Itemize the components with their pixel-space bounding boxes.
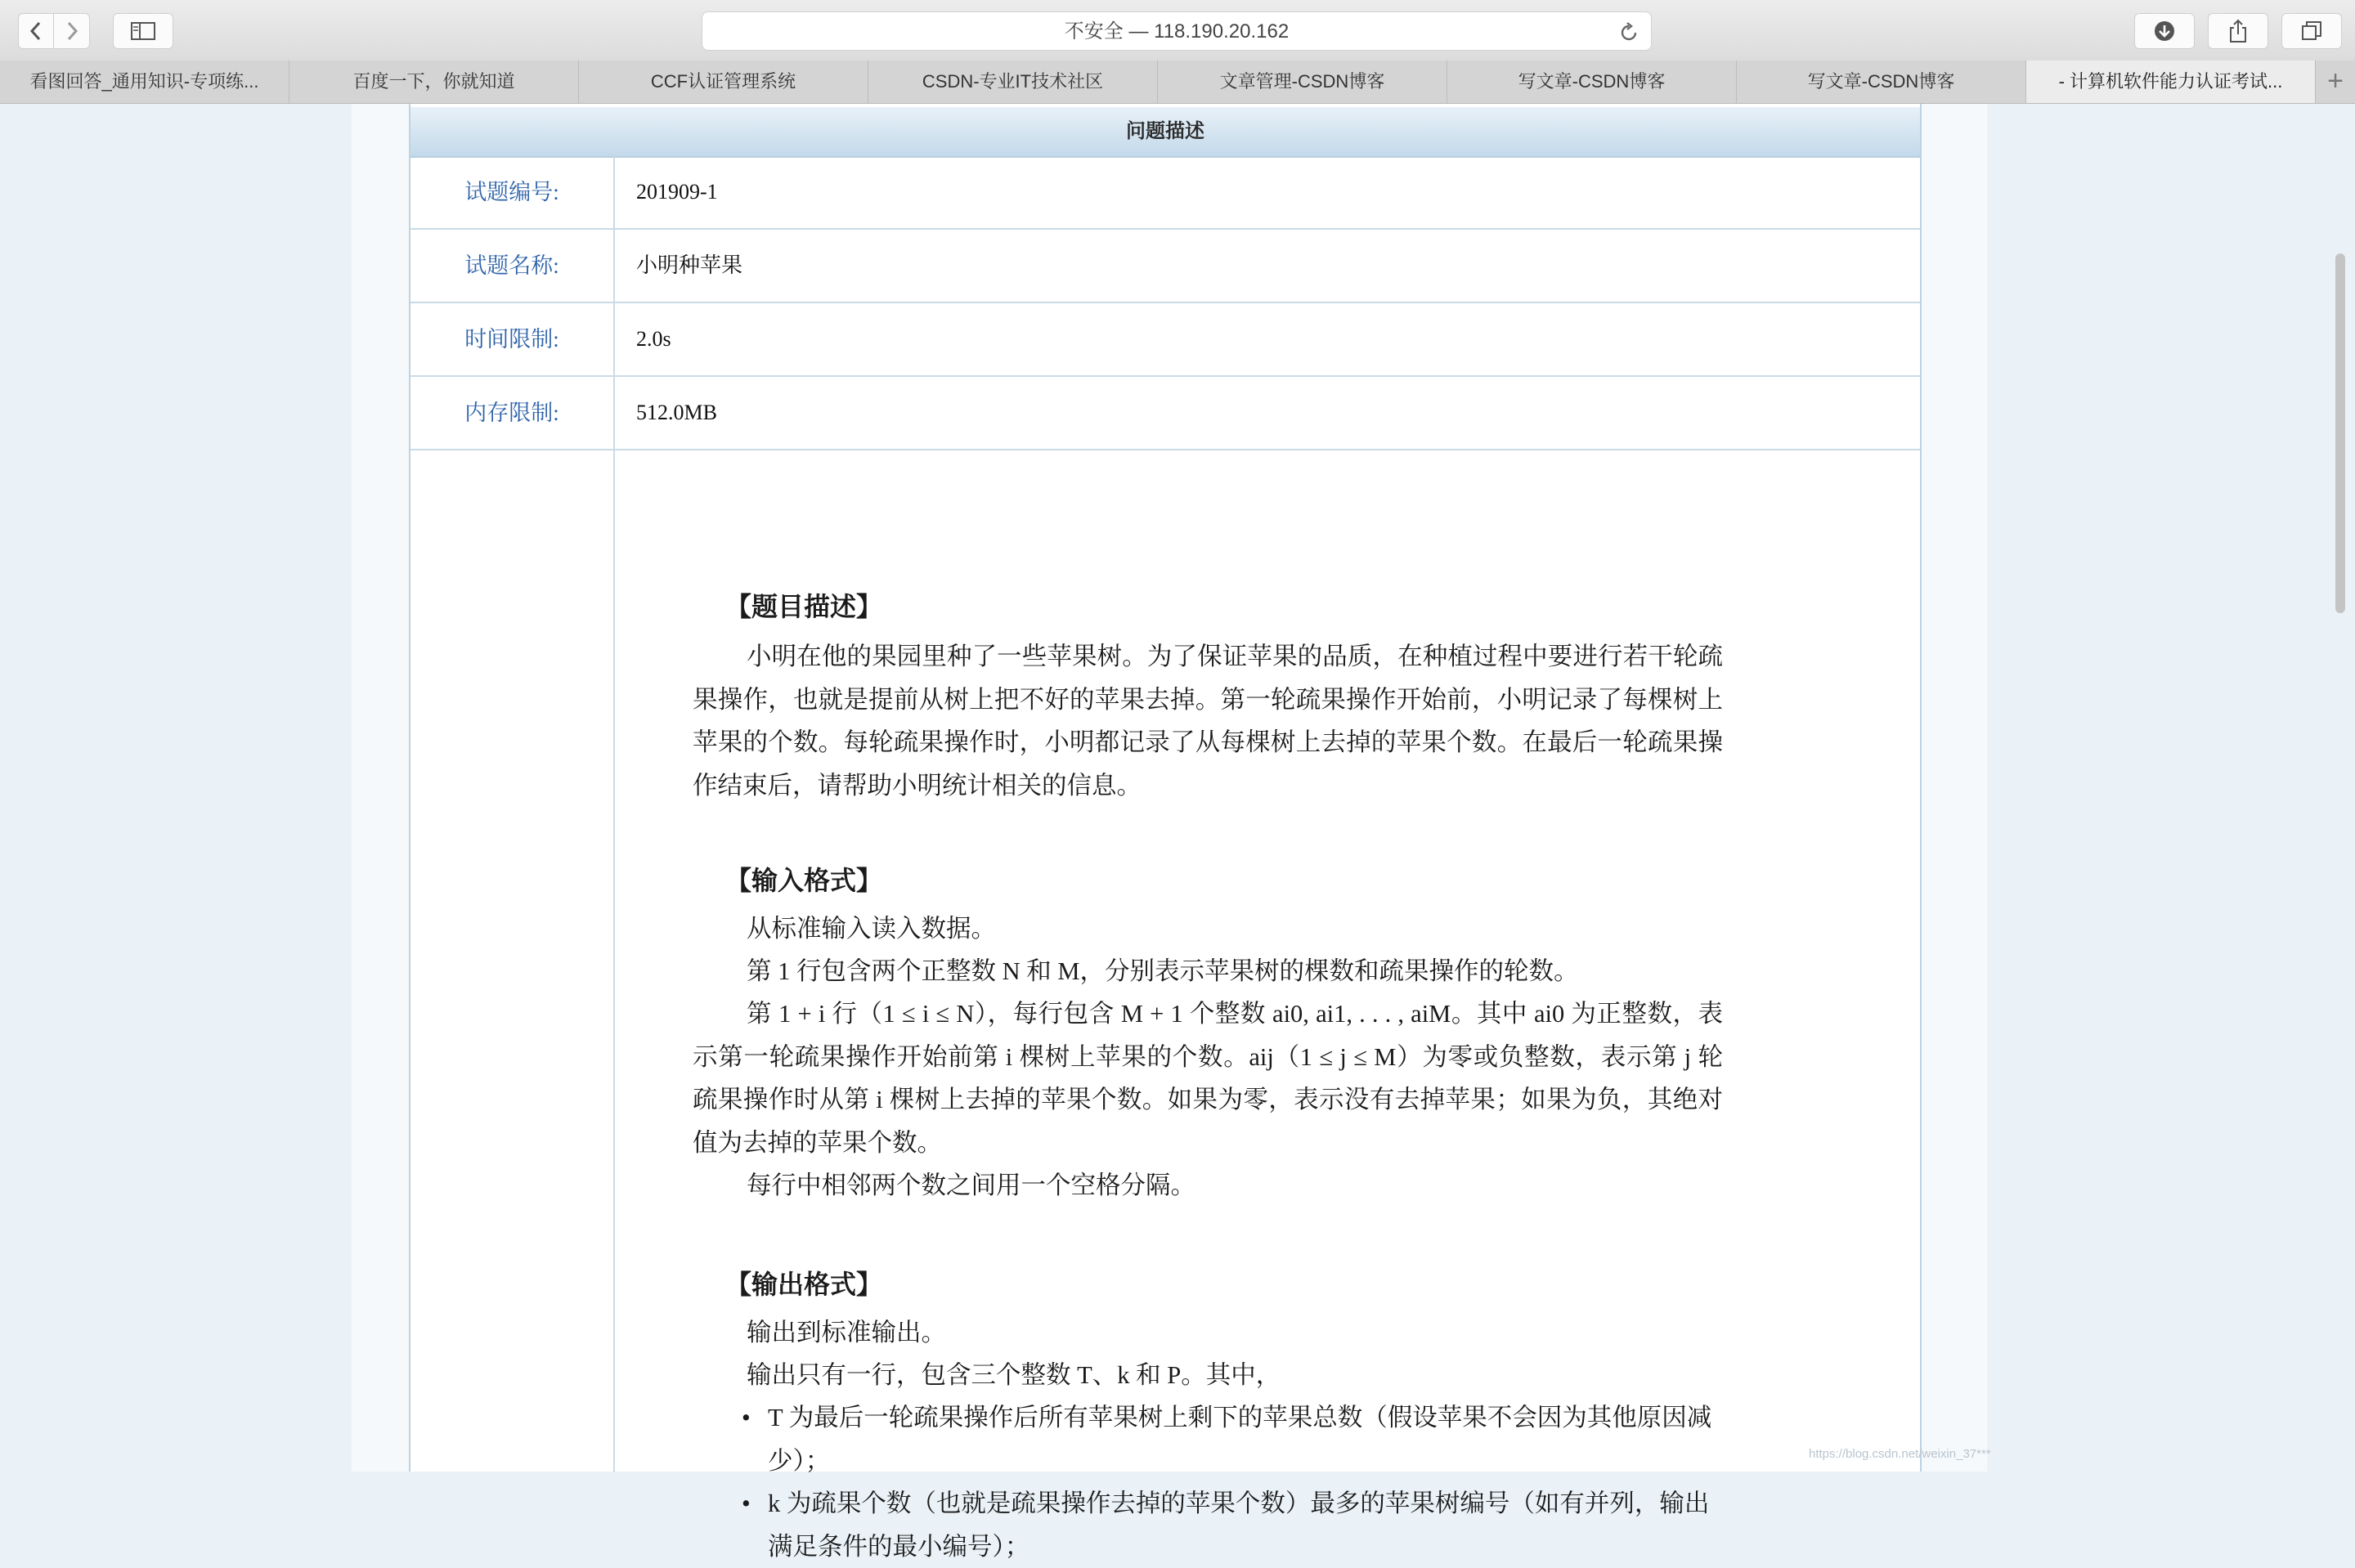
- output-format-heading: 【输出格式】: [725, 1270, 883, 1299]
- tab-5[interactable]: 写文章-CSDN博客: [1447, 60, 1737, 103]
- sidebar-button[interactable]: [113, 13, 173, 49]
- share-button[interactable]: [2208, 13, 2268, 49]
- field-value: 512.0MB: [636, 401, 717, 424]
- tab-7-active[interactable]: - 计算机软件能力认证考试...: [2026, 60, 2316, 103]
- forward-icon: [64, 20, 80, 42]
- tab-4[interactable]: 文章管理-CSDN博客: [1158, 60, 1447, 103]
- field-label: 内存限制:: [410, 377, 615, 449]
- forward-button[interactable]: [54, 13, 90, 49]
- browser-toolbar: [0, 0, 2355, 61]
- section-header: 问题描述: [410, 107, 1920, 158]
- tab-0[interactable]: 看图回答_通用知识-专项练...: [0, 60, 289, 103]
- field-value: 201909-1: [636, 180, 718, 204]
- address-bar[interactable]: [702, 11, 1652, 51]
- output-line: 输出到标准输出。: [747, 1319, 946, 1346]
- new-tab-button[interactable]: [2316, 60, 2355, 103]
- back-button[interactable]: [18, 13, 54, 49]
- address-text: 不安全 — 118.190.20.162: [1064, 20, 1290, 43]
- watermark-text: https://blog.csdn.net/weixin_37***: [1809, 1447, 1991, 1461]
- bullet-dot: •: [742, 1404, 751, 1431]
- tab-3[interactable]: CSDN-专业IT技术社区: [868, 60, 1158, 103]
- field-value: 小明种苹果: [636, 253, 743, 277]
- input-line: 每行中相邻两个数之间用一个空格分隔。: [747, 1172, 1195, 1199]
- bullet-dot: •: [742, 1490, 751, 1517]
- field-label: 试题名称:: [410, 230, 615, 302]
- download-icon: [2153, 20, 2176, 43]
- input-line: 从标准输入读入数据。: [747, 915, 996, 943]
- back-icon: [28, 20, 44, 42]
- input-format-heading: 【输入格式】: [725, 866, 883, 895]
- share-icon: [2227, 19, 2249, 43]
- field-row-name: [410, 230, 1920, 303]
- output-bullet-text: k 为疏果个数（也就是疏果操作去掉的苹果个数）最多的苹果树编号（如有并列，输出满足条件的最小编号）；: [768, 1490, 1710, 1561]
- field-value: 2.0s: [636, 327, 671, 351]
- tabs-overview-button[interactable]: [2281, 13, 2342, 49]
- tab-2[interactable]: CCF认证管理系统: [579, 60, 868, 103]
- tab-bar: [0, 60, 2355, 104]
- tabs-overview-icon: [2300, 20, 2323, 43]
- description-text: 小明在他的果园里种了一些苹果树。为了保证苹果的品质，在种植过程中要进行若干轮疏果操作，也就是提前从树上把不好的苹果去掉。第一轮疏果操作开始前，小明记录了每棵树上苹果的个数。每轮疏果操作时，小明都记录了从每棵树上去掉的苹果个数。在最后一轮疏果操作结束后，请帮助小明统计相关的信息。: [693, 643, 1723, 800]
- field-label: 试题编号:: [410, 156, 615, 228]
- tab-1[interactable]: 百度一下，你就知道: [289, 60, 579, 103]
- reload-icon[interactable]: [1618, 20, 1640, 43]
- field-row-id: [410, 156, 1920, 230]
- problem-panel: [409, 104, 1922, 1561]
- sidebar-icon: [131, 22, 155, 40]
- description-heading: 【题目描述】: [725, 592, 883, 621]
- field-row-memory: [410, 377, 1920, 450]
- output-bullet-text: T 为最后一轮疏果操作后所有苹果树上剩下的苹果总数（假设苹果不会因为其他原因减少）；: [768, 1404, 1712, 1475]
- download-button[interactable]: [2134, 13, 2195, 49]
- output-line: 输出只有一行，包含三个整数 T、k 和 P。其中，: [747, 1361, 1281, 1389]
- input-line: 第 1 + i 行（1 ≤ i ≤ N），每行包含 M + 1 个整数 ai0, ai1, . . . , aiM。其中 ai0 为正整数，表示第一轮疏果操作开始前第 i 棵树上苹果的个数。aij（1 ≤ j ≤ M）为零或负整数，表示第 j 轮疏果操作时从第 i 棵树上去掉的苹果个数。如果为零，表示没有去掉苹果；如果为负，其绝对值为去掉的苹果个数。: [693, 1000, 1723, 1157]
- description-label-cell: [410, 450, 615, 1472]
- tab-6[interactable]: 写文章-CSDN博客: [1737, 60, 2026, 103]
- new-tab-icon: +: [2327, 65, 2344, 96]
- field-row-time: [410, 303, 1920, 377]
- input-line: 第 1 行包含两个正整数 N 和 M，分别表示苹果树的棵数和疏果操作的轮数。: [747, 957, 1579, 985]
- field-label: 时间限制:: [410, 303, 615, 375]
- scrollbar-thumb[interactable]: [2335, 253, 2345, 613]
